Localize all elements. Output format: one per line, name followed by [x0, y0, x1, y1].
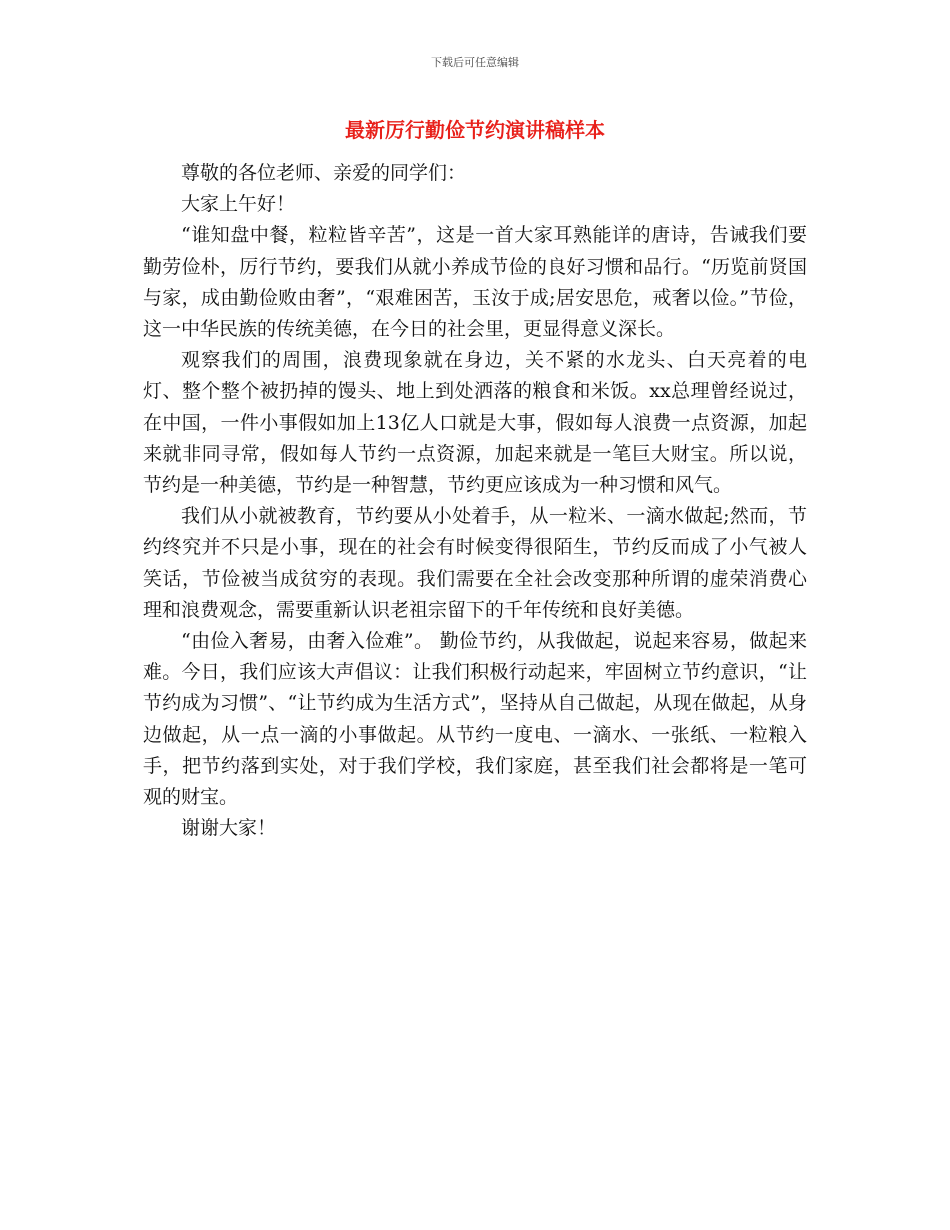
paragraph: “谁知盘中餐，粒粒皆辛苦”，这是一首大家耳熟能详的唐诗，告诫我们要勤劳俭朴，厉行节约，要我们从就小养成节俭的良好习惯和品行。“历览前贤国与家，成由勤俭败由奢”，“艰难困苦，玉汝于成;居安思危，戒奢以俭。”节俭，这一中华民族的传统美德，在今日的社会里，更显得意义深长。 — [143, 224, 807, 341]
document-title: 最新厉行勤俭节约演讲稿样本 — [345, 118, 605, 142]
salutation: 尊敬的各位老师、亲爱的同学们： — [181, 162, 467, 184]
paragraph: 观察我们的周围，浪费现象就在身边，关不紧的水龙头、白天亮着的电灯、整个整个被扔掉的馒头、地上到处洒落的粮食和米饭。xx总理曾经说过，在中国，一件小事假如加上13亿人口就是大事，假如每人浪费一点资源，加起来就非同寻常，假如每人节约一点资源，加起来就是一笔巨大财宝。所以说，节约是一种美德，节约是一种智慧，节约更应该成为一种习惯和风气。 — [143, 349, 807, 497]
paragraph: 我们从小就被教育，节约要从小处着手，从一粒米、一滴水做起;然而，节约终究并不只是小事，现在的社会有时候变得很陌生，节约反而成了小气被人笑话，节俭被当成贫穷的表现。我们需要在全社会改变那种所谓的虚荣消费心理和浪费观念，需要重新认识老祖宗留下的千年传统和良好美德。 — [143, 505, 807, 621]
document-body — [143, 158, 807, 844]
closing: 谢谢大家！ — [181, 817, 277, 840]
paragraph: “由俭入奢易，由奢入俭难”。 勤俭节约，从我做起，说起来容易，做起来难。今日，我们应该大声倡议：让我们积极行动起来，牢固树立节约意识，“让节约成为习惯”、“让节约成为生活方式”，坚持从自己做起，从现在做起，从身边做起，从一点一滴的小事做起。从节约一度电、一滴水、一张纸、一粒粮入手，把节约落到实处，对于我们学校，我们家庭，甚至我们社会都将是一笔可观的财宝。 — [143, 630, 807, 809]
header-note: 下载后可任意编辑 — [431, 56, 519, 69]
greeting: 大家上午好！ — [181, 193, 296, 216]
